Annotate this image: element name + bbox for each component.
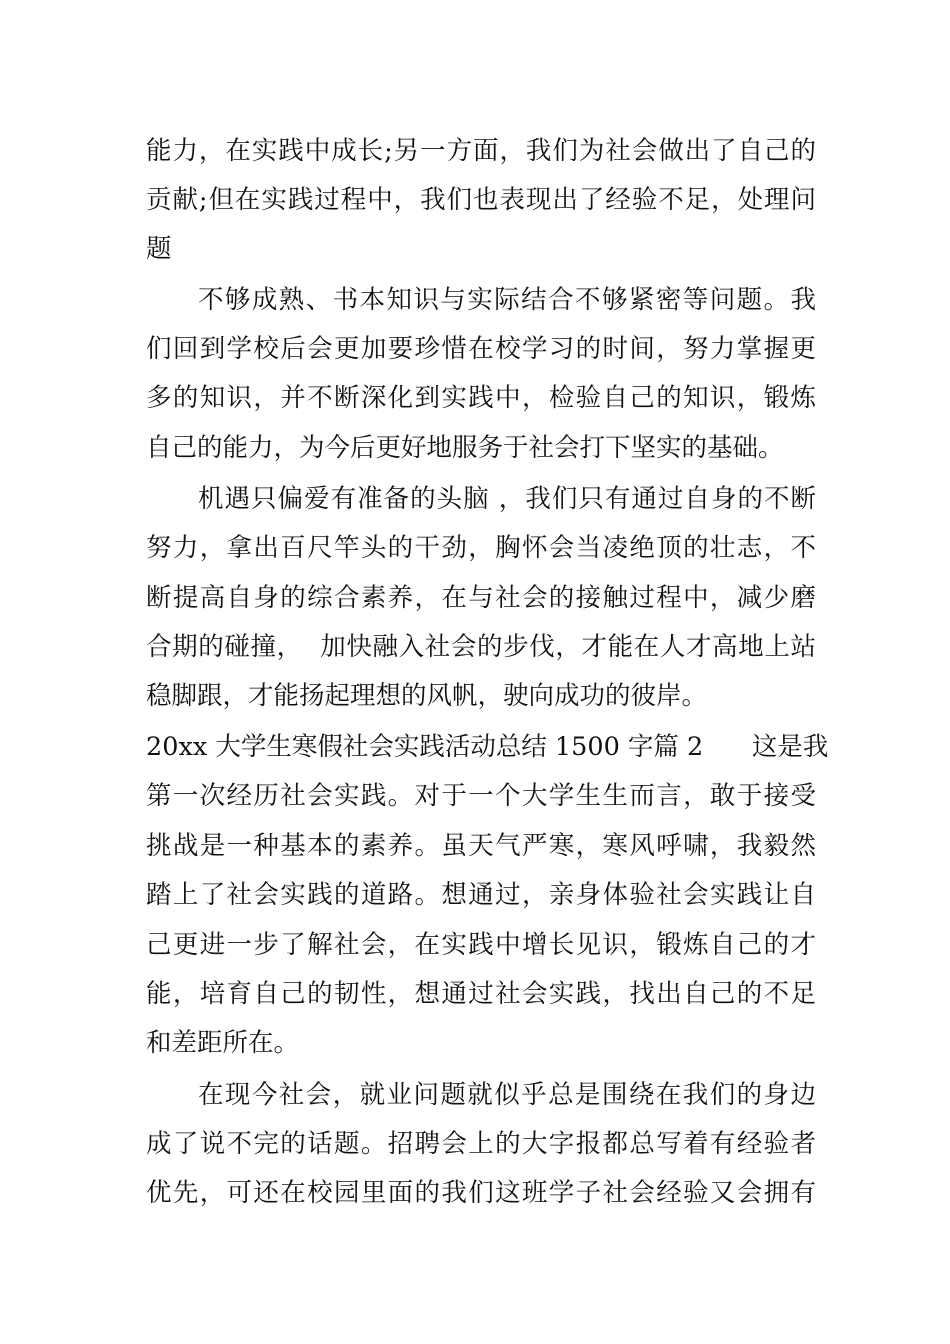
text-line: 能力，在实践中成长;另一方面，我们为社会做出了自己的 <box>146 136 816 166</box>
text-line: 挑战是一种基本的素养。虽天气严寒，寒风呼啸，我毅然 <box>146 831 816 861</box>
text-line: 合期的碰撞， 加快融入社会的步伐，才能在人才高地上站 <box>146 632 816 662</box>
text-line: 稳脚跟，才能扬起理想的风帆，驶向成功的彼岸。 <box>146 681 708 711</box>
text-line: 能，培育自己的韧性，想通过社会实践，找出自己的不足 <box>146 979 816 1009</box>
text-line: 自己的能力，为今后更好地服务于社会打下坚实的基础。 <box>146 433 784 463</box>
text-line: 第一次经历社会实践。对于一个大学生生而言，敢于接受 <box>146 781 816 811</box>
text-line: 贡献;但在实践过程中，我们也表现出了经验不足，处理问 <box>146 185 816 215</box>
text-line: 成了说不完的话题。招聘会上的大字报都总写着有经验者 <box>146 1129 816 1159</box>
text-line: 多的知识，并不断深化到实践中，检验自己的知识，锻炼 <box>146 383 816 413</box>
paragraph-first-line: 机遇只偏爱有准备的头脑 ，我们只有通过自身的不断 <box>198 484 816 514</box>
text-line: 题 <box>146 234 172 264</box>
text-line: 断提高自身的综合素养，在与社会的接触过程中，减少磨 <box>146 583 816 613</box>
text-line: 优先，可还在校园里面的我们这班学子社会经验又会拥有 <box>146 1178 816 1208</box>
text-line: 踏上了社会实践的道路。想通过，亲身体验社会实践让自 <box>146 880 816 910</box>
text-line: 己更进一步了解社会，在实践中增长见识，锻炼自己的才 <box>146 930 816 960</box>
text-line: 们回到学校后会更加要珍惜在校学习的时间，努力掌握更 <box>146 334 816 364</box>
text-line: 和差距所在。 <box>146 1028 300 1058</box>
paragraph-first-line: 在现今社会，就业问题就似乎总是围绕在我们的身边 <box>198 1080 816 1110</box>
section-heading-line: 20xx 大学生寒假社会实践活动总结 1500 字篇 2 这是我 <box>146 732 829 762</box>
paragraph-first-line: 不够成熟、书本知识与实际结合不够紧密等问题。我 <box>198 285 816 315</box>
text-line: 努力，拿出百尺竿头的干劲，胸怀会当凌绝顶的壮志，不 <box>146 533 816 563</box>
